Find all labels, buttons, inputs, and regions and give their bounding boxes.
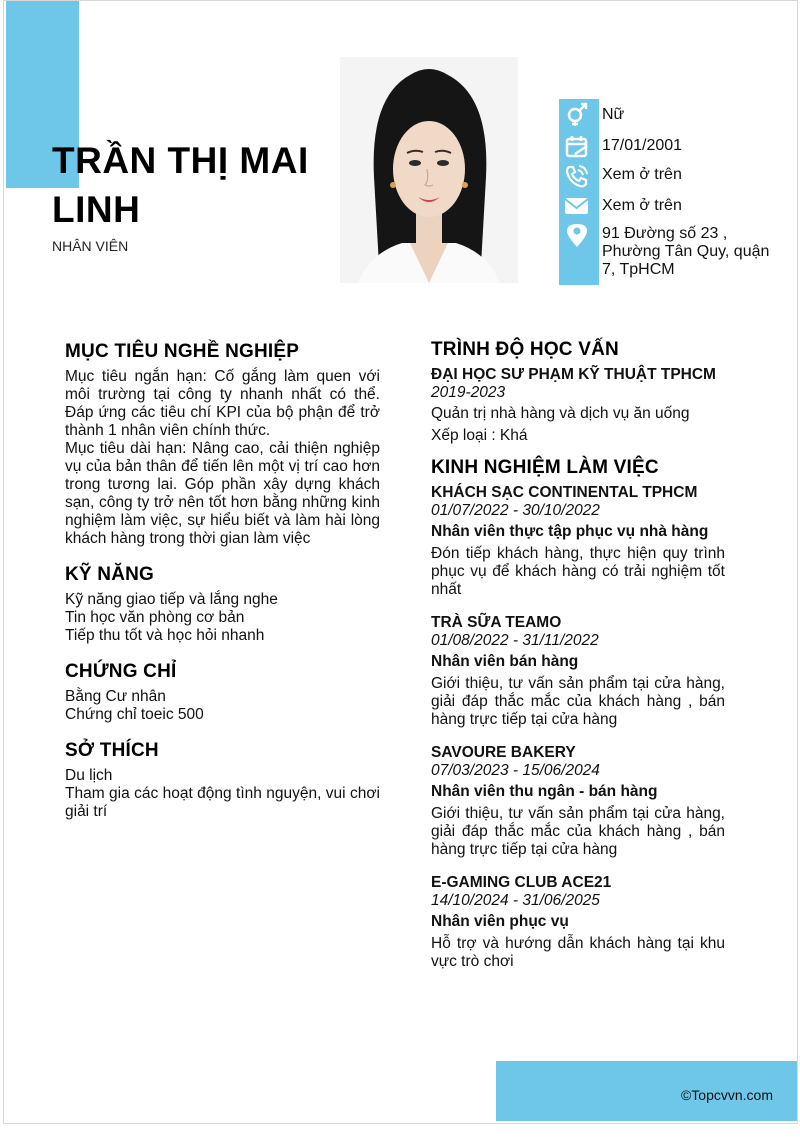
gender-value: Nữ	[602, 106, 625, 123]
job-description: Giới thiệu, tư vấn sản phẩm tại cửa hàng, giải đáp thắc mắc của khách hàng , bán hàng trực tiếp tại cửa hàng	[431, 805, 725, 858]
left-column	[65, 341, 380, 837]
education-grade: Xếp loại : Khá	[431, 427, 528, 444]
phone-value: Xem ở trên	[602, 166, 682, 183]
address-value	[602, 225, 769, 279]
job-entry	[431, 744, 725, 859]
job-position: Nhân viên phục vụ	[431, 913, 569, 930]
job-dates: 01/08/2022 - 31/11/2022	[431, 632, 599, 649]
job-description: Đón tiếp khách hàng, thực hiện quy trình phục vụ để khách hàng có trải nghiệm tốt nhất	[431, 545, 725, 598]
experience-section	[431, 457, 725, 971]
gender-icon	[562, 101, 592, 127]
job-position: Nhân viên bán hàng	[431, 653, 579, 670]
job-company: E-GAMING CLUB ACE21	[431, 874, 612, 891]
address-line-2: Phường Tân Quy, quận	[602, 243, 770, 260]
job-dates: 14/10/2024 - 31/06/2025	[431, 892, 600, 909]
experience-title: KINH NGHIỆM LÀM VIỆC	[431, 457, 659, 478]
objective-title: MỤC TIÊU NGHỀ NGHIỆP	[65, 341, 300, 362]
job-company: SAVOURE BAKERY	[431, 744, 576, 761]
hobby-item: Du lịch	[65, 767, 113, 784]
skills-section	[65, 564, 380, 645]
certificate-item: Bằng Cư nhân	[65, 688, 166, 705]
address-line-3: 7, TpHCM	[602, 261, 675, 278]
education-section	[431, 339, 725, 445]
objective-long-term: Mục tiêu dài hạn: Nâng cao, cải thiện nghiệp vụ của bản thân để tiến lên một vị trí cao hơn trong tương lai. Góp phần xây dựng khách sạn, công ty trở nên tốt hơn bằng những kinh nghiệm làm việc, sự hiểu biết và làm hài lòng khách hàng trong thời gian làm việc	[65, 440, 380, 547]
candidate-name	[52, 136, 309, 234]
job-company: KHÁCH SẠC CONTINENTAL TPHCM	[431, 484, 698, 501]
job-dates: 01/07/2022 - 30/10/2022	[431, 502, 600, 519]
job-entry	[431, 614, 725, 729]
name-line-2: LINH	[52, 189, 141, 230]
school-name: ĐẠI HỌC SƯ PHẠM KỸ THUẬT TPHCM	[431, 366, 716, 383]
job-position: Nhân viên thu ngân - bán hàng	[431, 783, 658, 800]
objective-short-term: Mục tiêu ngắn hạn: Cố gắng làm quen với môi trường tại công ty nhanh nhất có thể. Đáp ứng các tiêu chí KPI của bộ phận để trở thành 1 nhân viên chính thức.	[65, 368, 380, 439]
cv-page	[3, 0, 798, 1124]
location-icon	[562, 222, 592, 248]
hobbies-section	[65, 740, 380, 821]
email-value: Xem ở trên	[602, 197, 682, 214]
job-entry	[431, 874, 725, 971]
phone-icon	[562, 163, 592, 189]
hobby-item: Tham gia các hoạt động tình nguyện, vui chơi giải trí	[65, 785, 380, 820]
skills-title: KỸ NĂNG	[65, 564, 155, 585]
job-company: TRÀ SỮA TEAMO	[431, 614, 562, 631]
footer-copyright: ©Topcvvn.com	[680, 1087, 773, 1103]
job-description: Giới thiệu, tư vấn sản phẩm tại cửa hàng, giải đáp thắc mắc của khách hàng , bán hàng trực tiếp tại cửa hàng	[431, 675, 725, 728]
job-position: Nhân viên thực tập phục vụ nhà hàng	[431, 523, 709, 540]
job-dates: 07/03/2023 - 15/06/2024	[431, 762, 600, 779]
objective-section	[65, 341, 380, 548]
skill-item: Tiếp thu tốt và học hỏi nhanh	[65, 627, 265, 644]
name-line-1: TRẦN THỊ MAI	[52, 140, 309, 181]
job-description: Hỗ trợ và hướng dẫn khách hàng tại khu vực trò chơi	[431, 935, 725, 970]
education-title: TRÌNH ĐỘ HỌC VẤN	[431, 339, 619, 360]
education-years: 2019-2023	[431, 384, 506, 401]
email-icon	[562, 193, 592, 219]
profile-photo	[340, 57, 518, 283]
certificate-item: Chứng chỉ toeic 500	[65, 706, 204, 723]
education-major: Quản trị nhà hàng và dịch vụ ăn uống	[431, 405, 690, 422]
birthdate-value: 17/01/2001	[602, 137, 683, 154]
job-entry	[431, 484, 725, 599]
right-column	[431, 339, 725, 987]
certificates-title: CHỨNG CHỈ	[65, 661, 177, 682]
candidate-role: NHÂN VIÊN	[52, 238, 129, 254]
skill-item: Kỹ năng giao tiếp và lắng nghe	[65, 591, 278, 608]
footer-block	[496, 1061, 797, 1121]
skill-item: Tin học văn phòng cơ bản	[65, 609, 245, 626]
calendar-icon	[562, 134, 592, 160]
hobbies-title: SỞ THÍCH	[65, 740, 159, 761]
address-line-1: 91 Đường số 23 ,	[602, 225, 728, 242]
certificates-section	[65, 661, 380, 724]
